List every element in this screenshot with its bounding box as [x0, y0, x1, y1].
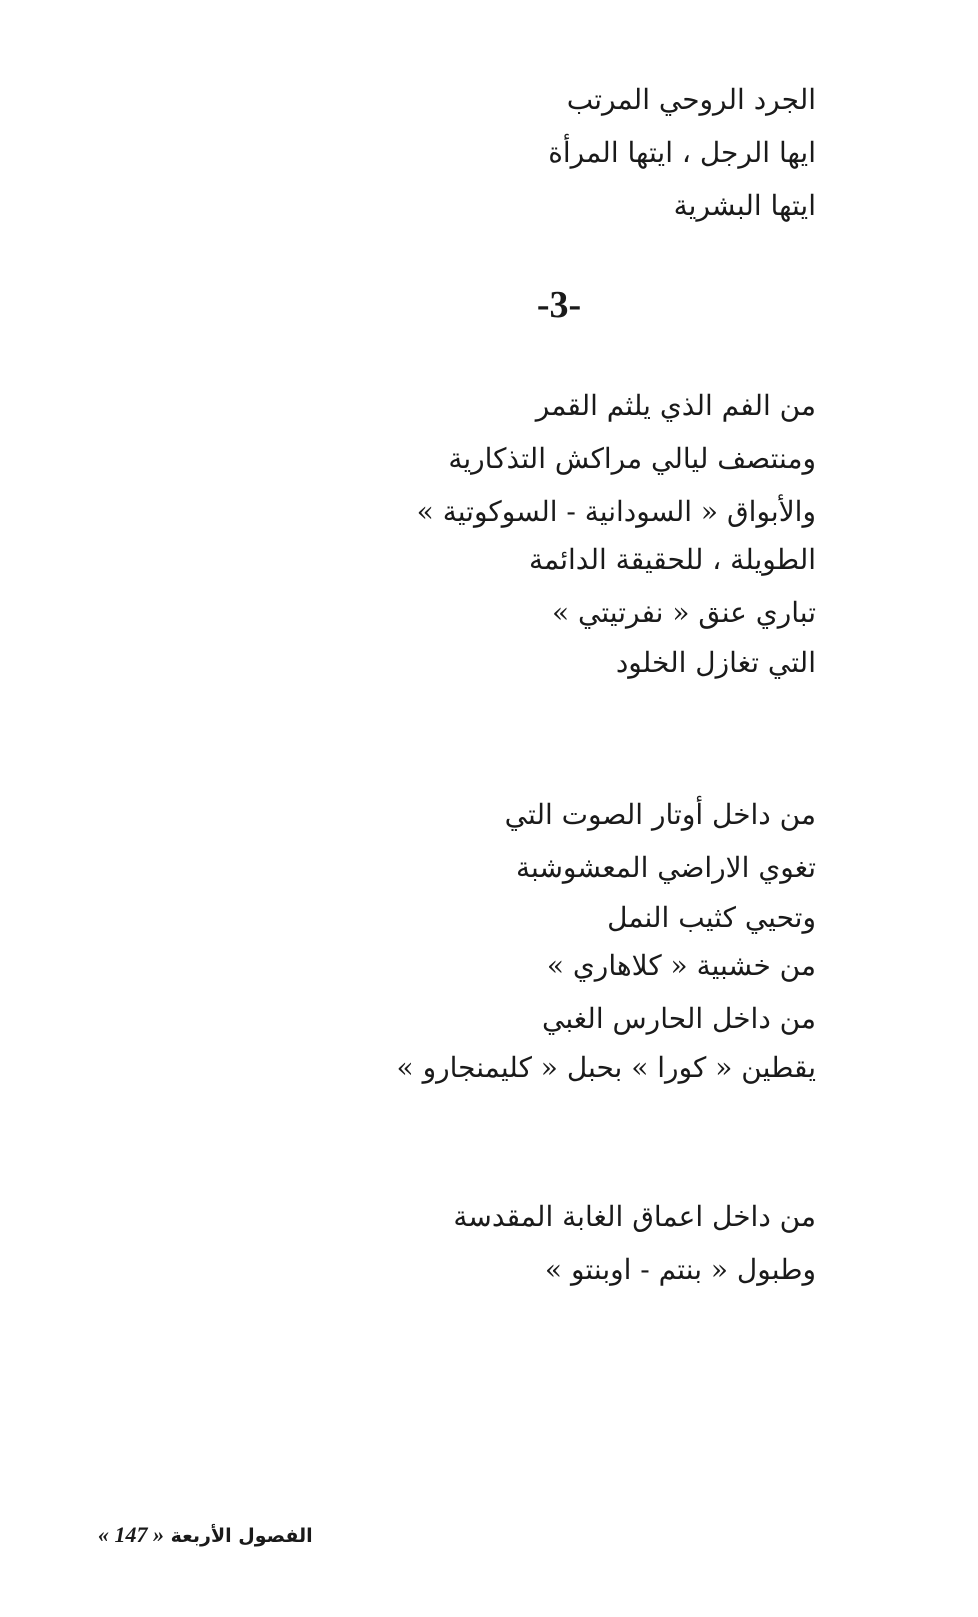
poem-line-s1-5: تباري عنق « نفرتيتي »: [551, 596, 816, 629]
poem-line-s2-2: تغوي الاراضي المعشوشبة: [515, 851, 816, 884]
footer-page-number: « 147 »: [98, 1522, 164, 1547]
footer-publication: الفصول الأربعة: [170, 1525, 313, 1547]
poem-line-intro-1: الجرد الروحي المرتب: [566, 83, 816, 116]
poem-line-intro-3: ايتها البشرية: [673, 189, 816, 222]
section-number: -3-: [536, 284, 582, 326]
poem-line-s1-4: الطويلة ، للحقيقة الدائمة: [529, 543, 816, 576]
poem-line-s1-1: من الفم الذي يلثم القمر: [535, 389, 816, 422]
poem-line-s2-6: يقطين « كورا » بحبل « كليمنجارو »: [396, 1051, 816, 1084]
poem-line-s1-2: ومنتصف ليالي مراكش التذكارية: [448, 442, 816, 475]
page-footer: [98, 1522, 313, 1549]
poem-line-s1-6: التي تغازل الخلود: [615, 646, 816, 679]
poem-line-s2-1: من داخل أوتار الصوت التي: [504, 798, 816, 831]
poem-line-s2-4: من خشبية « كلاهاري »: [546, 949, 816, 982]
poem-line-s2-5: من داخل الحارس الغبي: [542, 1002, 816, 1035]
poem-line-s1-3: والأبواق « السودانية - السوكوتية »: [416, 495, 816, 528]
poem-line-s3-2: وطبول « بنتم - اوبنتو »: [544, 1253, 816, 1286]
poem-line-s2-3: وتحيي كثيب النمل: [607, 901, 816, 934]
poem-line-intro-2: ايها الرجل ، ايتها المرأة: [548, 136, 816, 169]
poem-line-s3-1: من داخل اعماق الغابة المقدسة: [453, 1200, 816, 1233]
